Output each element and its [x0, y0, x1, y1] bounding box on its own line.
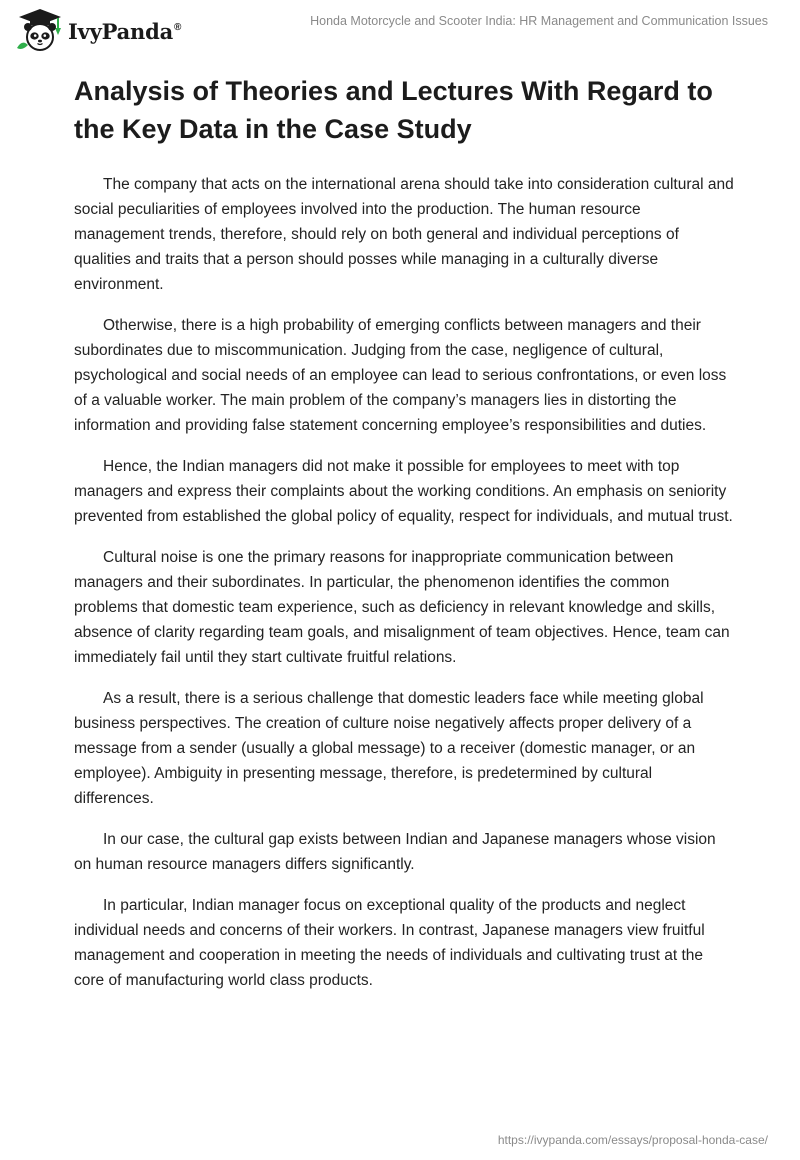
ivypanda-logo[interactable]: [14, 8, 181, 52]
panda-graduate-icon: [14, 8, 66, 52]
paragraph: In our case, the cultural gap exists between Indian and Japanese managers whose vision on human resource managers differs significantly.: [74, 831, 716, 873]
paragraph: The company that acts on the international arena should take into consideration cultural and social peculiarities of employees involved into the production. The human resource management trends, therefore, should rely on both general and individual perceptions of qualities and traits that a person should posses while managing in a culturally diverse environment.: [74, 176, 734, 293]
paragraph: In particular, Indian manager focus on exceptional quality of the products and neglect individual needs and concerns of their workers. In contrast, Japanese managers view fruitful management and cooperation in meeting the needs of individuals and cultivating trust at the core of manufacturing world class products.: [74, 897, 705, 989]
source-url-link[interactable]: https://ivypanda.com/essays/proposal-honda-case/: [497, 1133, 768, 1147]
paragraph: Otherwise, there is a high probability of emerging conflicts between managers and their subordinates due to miscommunication. Judging from the case, negligence of cultural, psychological and social needs of an employee can lead to serious confrontations, or even loss of a valuable worker. The main problem of the company’s managers lies in distorting the information and providing false statement concerning employee’s responsibilities and duties.: [74, 317, 727, 434]
paragraph: Cultural noise is one the primary reasons for inappropriate communication between managers and their subordinates. In particular, the phenomenon identifies the common problems that domestic team experience, such as deficiency in relevant knowledge and skills, absence of clarity regarding team goals, and misalignment of team objectives. Hence, team can immediately fail until they start cultivate fruitful relations.: [74, 549, 730, 666]
article-title: Analysis of Theories and Lectures With Regard to the Key Data in the Case Study: [74, 76, 713, 144]
article-body: [74, 172, 734, 1009]
page-header: [0, 0, 800, 60]
registered-mark: ®: [174, 21, 182, 33]
running-title: Honda Motorcycle and Scooter India: HR Management and Communication Issues: [310, 14, 768, 28]
logo-wordmark: IvyPanda®: [68, 18, 182, 44]
paragraph: As a result, there is a serious challenge that domestic leaders face while meeting global business perspectives. The creation of culture noise negatively affects proper delivery of a message from a sender (usually a global message) to a receiver (domestic manager, or an employee). Ambiguity in presenting message, therefore, is predetermined by cultural differences.: [74, 690, 704, 807]
paragraph: Hence, the Indian managers did not make it possible for employees to meet with top managers and express their complaints about the working conditions. An emphasis on seniority prevented from established the global policy of equality, respect for individuals, and mutual trust.: [74, 458, 733, 525]
